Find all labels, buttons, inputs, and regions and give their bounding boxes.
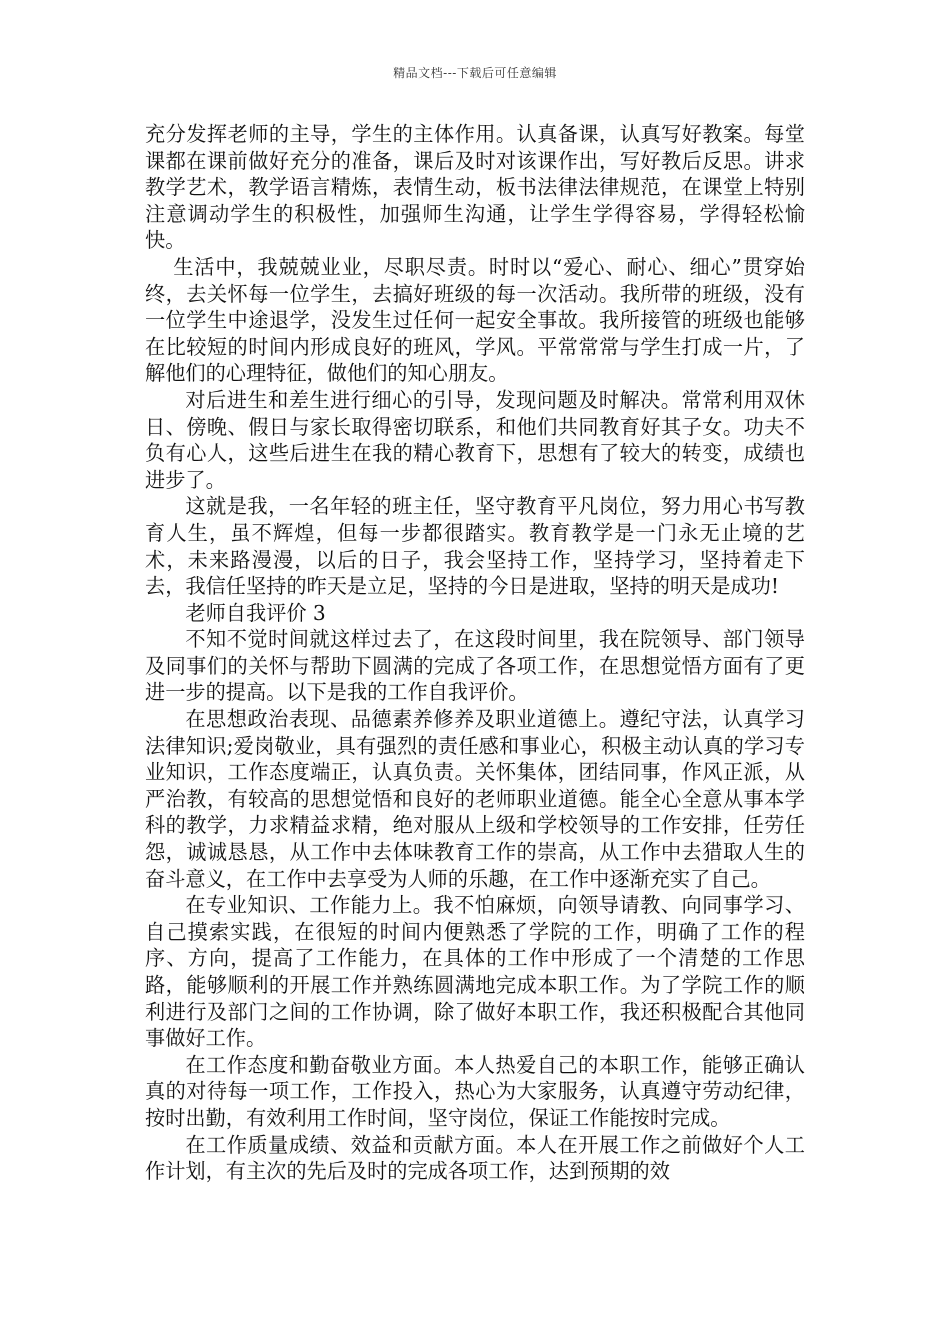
paragraph: 在工作质量成绩、效益和贡献方面。本人在开展工作之前做好个人工作计划，有主次的先后及时的完成各项工作，达到预期的效	[145, 1132, 805, 1184]
paragraph: 充分发挥老师的主导，学生的主体作用。认真备课，认真写好教案。每堂课都在课前做好充分的准备，课后及时对该课作出，写好教后反思。讲求教学艺术，教学语言精炼，表情生动，板书法律法律规范，在课堂上特别注意调动学生的积极性，加强师生沟通，让学生学得容易，学得轻松愉快。	[145, 122, 805, 253]
paragraph: 不知不觉时间就这样过去了，在这段时间里，我在院领导、部门领导及同事们的关怀与帮助下圆满的完成了各项工作，在思想觉悟方面有了更进一步的提高。以下是我的工作自我评价。	[145, 627, 805, 705]
page-header: 精品文档---下载后可任意编辑	[393, 66, 557, 80]
paragraph: 在专业知识、工作能力上。我不怕麻烦，向领导请教、向同事学习、自己摸索实践，在很短的时间内便熟悉了学院的工作，明确了工作的程序、方向，提高了工作能力，在具体的工作中形成了一个清楚的工作思路，能够顺利的开展工作并熟练圆满地完成本职工作。为了学院工作的顺利进行及部门之间的工作协调，除了做好本职工作，我还积极配合其他同事做好工作。	[145, 893, 805, 1051]
paragraph: 在工作态度和勤奋敬业方面。本人热爱自己的本职工作，能够正确认真的对待每一项工作，工作投入，热心为大家服务，认真遵守劳动纪律，按时出勤，有效利用工作时间，坚守岗位，保证工作能按时完成。	[145, 1052, 805, 1130]
document-body	[145, 121, 805, 1185]
section-heading: 老师自我评价 3	[185, 600, 326, 625]
paragraph: 在思想政治表现、品德素养修养及职业道德上。遵纪守法，认真学习法律知识;爱岗敬业，具有强烈的责任感和事业心，积极主动认真的学习专业知识，工作态度端正，认真负责。关怀集体，团结同事，作风正派，从严治教，有较高的思想觉悟和良好的老师职业道德。能全心全意从事本学科的教学，力求精益求精，绝对服从上级和学校领导的工作安排，任劳任怨，诚诚恳恳，从工作中去体味教育工作的崇高，从工作中去猎取人生的奋斗意义，在工作中去享受为人师的乐趣，在工作中逐渐充实了自己。	[145, 707, 805, 891]
paragraph: 这就是我，一名年轻的班主任，坚守教育平凡岗位，努力用心书写教育人生，虽不辉煌，但每一步都很踏实。教育教学是一门永无止境的艺术，未来路漫漫，以后的日子，我会坚持工作，坚持学习，坚持着走下去，我信任坚持的昨天是立足，坚持的今日是进取，坚持的明天是成功!	[145, 494, 805, 599]
paragraph: 生活中，我兢兢业业，尽职尽责。时时以“爱心、耐心、细心”贯穿始终，去关怀每一位学生，去搞好班级的每一次活动。我所带的班级，没有一位学生中途退学，没发生过任何一起安全事故。我所接管的班级也能够在比较短的时间内形成良好的班风，学风。平常常常与学生打成一片，了解他们的心理特征，做他们的知心朋友。	[145, 254, 805, 386]
paragraph: 对后进生和差生进行细心的引导，发现问题及时解决。常常利用双休日、傍晚、假日与家长取得密切联系，和他们共同教育好其子女。功夫不负有心人，这些后进生在我的精心教育下，思想有了较大的转变，成绩也进步了。	[145, 387, 805, 492]
